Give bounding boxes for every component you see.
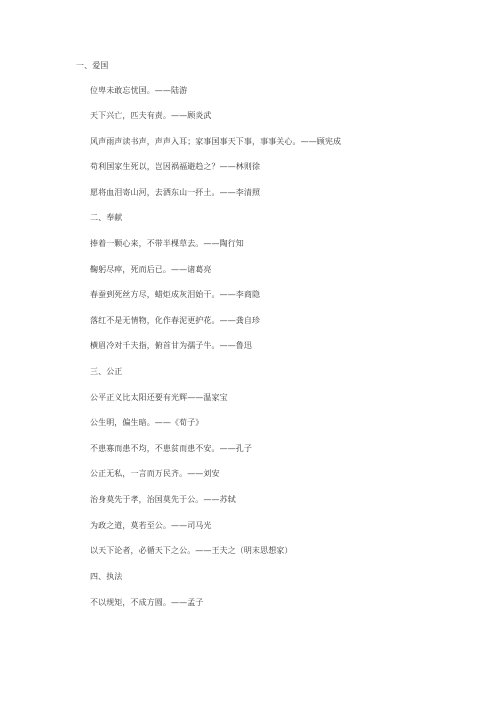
quote-line: 鞠躬尽瘁，死而后已。——诸葛亮: [90, 265, 212, 274]
quote-line: 公生明，偏生暗。——《荀子》: [90, 418, 204, 427]
quote-line: 天下兴亡，匹夫有责。——顾炎武: [90, 111, 212, 120]
quote-line: 捧着一颗心来，不带半棵草去。——陶行知: [90, 239, 244, 248]
quote-line: 风声雨声读书声，声声入耳；家事国事天下事，事事关心。——顾宪成: [90, 137, 342, 146]
section-heading-patriotism: 一、爱国: [76, 61, 109, 70]
quote-line: 苟利国家生死以，岂因祸福避趋之？——林则徐: [90, 162, 261, 171]
quote-line: 公正无私，一言而万民齐。——刘安: [90, 469, 220, 478]
section-heading-justice: 三、公正: [90, 367, 123, 376]
section-heading-law-enforcement: 四、执法: [90, 572, 123, 581]
quote-line: 以天下论者，必循天下之公。——王夫之（明末思想家）: [90, 546, 293, 555]
quote-line: 为政之道，莫若至公。——司马光: [90, 521, 212, 530]
quote-line: 治身莫先于孝，治国莫先于公。——苏轼: [90, 495, 236, 504]
section-heading-dedication: 二、奉献: [90, 213, 123, 222]
quote-line: 不患寡而患不均，不患贫而患不安。——孔子: [90, 444, 252, 453]
quote-line: 愿将血泪寄山河，去洒东山一抔土。——李清照: [90, 188, 261, 197]
quote-line: 公平正义比太阳还要有光辉——温家宝: [90, 393, 228, 402]
quote-line: 落红不是无情物，化作春泥更护花。——龚自珍: [90, 316, 261, 325]
quote-line: 位卑未敢忘忧国。——陆游: [90, 86, 188, 95]
quote-line: 横眉冷对千夫指，俯首甘为孺子牛。——鲁迅: [90, 341, 252, 350]
quote-line: 不以规矩，不成方圆。——孟子: [90, 598, 204, 607]
quote-line: 春蚕到死丝方尽，蜡炬成灰泪始干。——李商隐: [90, 290, 261, 299]
